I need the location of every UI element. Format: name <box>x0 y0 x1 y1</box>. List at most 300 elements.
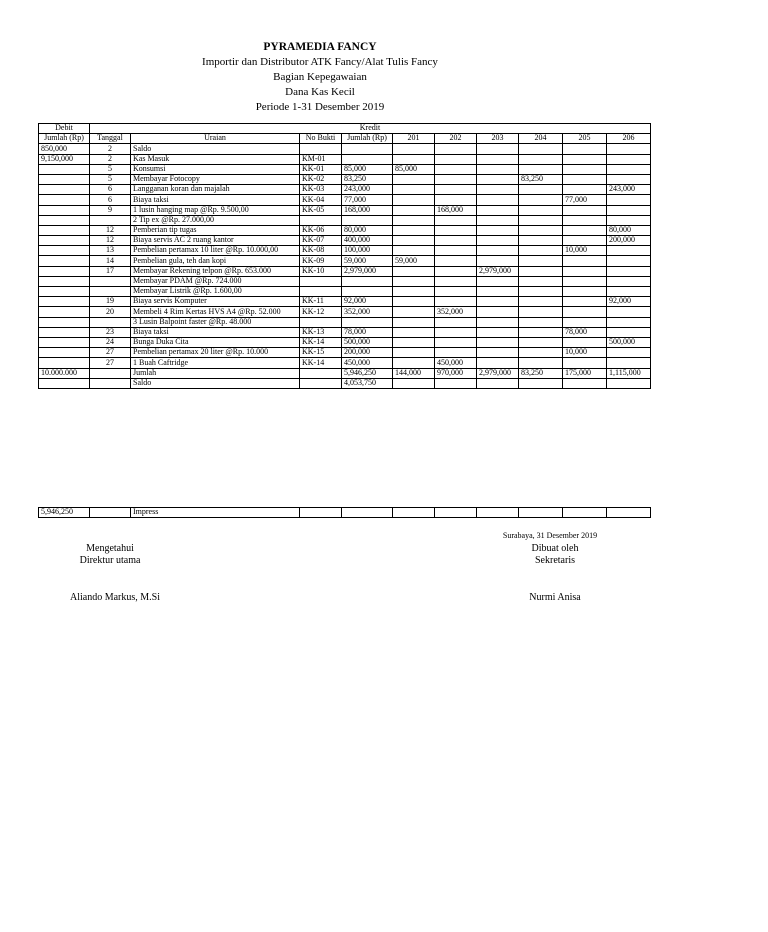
fund-name: Dana Kas Kecil <box>285 86 355 98</box>
table-cell <box>519 327 563 337</box>
table-cell: Membayar Listrik @Rp. 1.600,00 <box>131 287 300 297</box>
table-cell: Pembelian gula, teh dan kopi <box>131 256 300 266</box>
table-cell: 10,000 <box>563 348 607 358</box>
table-cell: Membayar Fotocopy <box>131 174 300 184</box>
table-cell <box>435 185 477 195</box>
table-cell <box>607 266 651 276</box>
table-cell <box>300 368 342 378</box>
table-row <box>39 246 651 256</box>
table-cell: Biaya taksi <box>131 195 300 205</box>
table-row <box>39 337 651 347</box>
table-cell <box>477 317 519 327</box>
table-cell: 24 <box>90 337 131 347</box>
table-cell: 3 Lusin Balpoint faster @Rp. 48.000 <box>131 317 300 327</box>
table-cell <box>519 215 563 225</box>
table-cell <box>435 317 477 327</box>
table-cell <box>607 287 651 297</box>
table-cell <box>393 508 435 518</box>
table-cell <box>563 276 607 286</box>
table-cell <box>435 195 477 205</box>
table-row <box>39 297 651 307</box>
table-cell: 85,000 <box>393 164 435 174</box>
table-cell: 92,000 <box>607 297 651 307</box>
table-cell <box>563 508 607 518</box>
table-cell: KK-06 <box>300 225 342 235</box>
table-cell <box>477 348 519 358</box>
table-cell: 100,000 <box>342 246 393 256</box>
secretary-name: Nurmi Anisa <box>529 592 581 603</box>
table-cell <box>519 337 563 347</box>
table-cell <box>393 378 435 388</box>
table-cell <box>90 287 131 297</box>
table-cell <box>39 358 90 368</box>
table-cell: KK-05 <box>300 205 342 215</box>
table-cell <box>393 215 435 225</box>
table-cell <box>607 215 651 225</box>
place-date: Surabaya, 31 Desember 2019 <box>502 531 598 540</box>
table-cell <box>393 246 435 256</box>
table-cell <box>563 164 607 174</box>
table-cell: 1 lusin hanging map @Rp. 9.500,00 <box>131 205 300 215</box>
table-cell: 77,000 <box>563 195 607 205</box>
column-header: Tanggal <box>90 134 131 144</box>
table-row <box>39 236 651 246</box>
table-cell <box>39 164 90 174</box>
impress-table <box>38 507 651 518</box>
table-cell <box>477 378 519 388</box>
table-cell: KK-01 <box>300 164 342 174</box>
table-cell <box>563 144 607 154</box>
table-cell <box>393 174 435 184</box>
debit-header: Debit <box>39 124 90 134</box>
table-cell <box>563 185 607 195</box>
table-cell <box>607 154 651 164</box>
table-cell: 10.000.000 <box>39 368 90 378</box>
table-cell: KM-01 <box>300 154 342 164</box>
petty-cash-table <box>38 123 651 389</box>
table-cell <box>393 276 435 286</box>
table-cell <box>477 225 519 235</box>
table-cell <box>477 337 519 347</box>
table-cell: 2,979,000 <box>477 368 519 378</box>
table-cell <box>563 266 607 276</box>
table-cell <box>519 195 563 205</box>
table-cell <box>563 287 607 297</box>
table-cell: KK-03 <box>300 185 342 195</box>
table-cell: 2,979,000 <box>477 266 519 276</box>
table-cell <box>342 215 393 225</box>
table-cell <box>477 236 519 246</box>
table-cell: 2,979,000 <box>342 266 393 276</box>
table-cell <box>563 317 607 327</box>
table-cell <box>519 266 563 276</box>
table-cell <box>39 215 90 225</box>
table-cell: 352,000 <box>435 307 477 317</box>
table-cell <box>39 348 90 358</box>
table-cell <box>519 508 563 518</box>
table-cell: 1 Buah Caftridge <box>131 358 300 368</box>
table-cell: 1,115,000 <box>607 368 651 378</box>
table-cell <box>300 287 342 297</box>
table-cell: Pembelian pertamax 20 liter @Rp. 10.000 <box>131 348 300 358</box>
table-cell <box>477 327 519 337</box>
table-cell: 92,000 <box>342 297 393 307</box>
table-body <box>39 144 651 389</box>
table-cell <box>435 276 477 286</box>
table-row <box>39 287 651 297</box>
table-cell <box>90 215 131 225</box>
table-row <box>39 378 651 388</box>
company-name: PYRAMEDIA FANCY <box>263 41 377 53</box>
table-row <box>39 195 651 205</box>
table-cell <box>563 256 607 266</box>
table-cell <box>435 378 477 388</box>
table-cell: 83,250 <box>519 174 563 184</box>
table-cell: 2 <box>90 154 131 164</box>
table-cell <box>435 215 477 225</box>
table-cell: Membayar PDAM @Rp. 724.000 <box>131 276 300 286</box>
table-cell <box>393 307 435 317</box>
table-cell <box>607 174 651 184</box>
table-cell <box>477 185 519 195</box>
table-cell: Biaya taksi <box>131 327 300 337</box>
table-cell <box>563 358 607 368</box>
table-cell <box>342 317 393 327</box>
table-cell <box>477 256 519 266</box>
table-cell: 78,000 <box>342 327 393 337</box>
table-cell <box>435 225 477 235</box>
table-cell: 85,000 <box>342 164 393 174</box>
table-cell: Pemberian tip tugas <box>131 225 300 235</box>
table-cell <box>563 307 607 317</box>
table-cell: 5,946,250 <box>342 368 393 378</box>
table-cell <box>435 236 477 246</box>
table-cell: 2 Tip ex @Rp. 27.000,00 <box>131 215 300 225</box>
table-cell <box>519 205 563 215</box>
table-cell: 27 <box>90 348 131 358</box>
table-cell: 83,250 <box>519 368 563 378</box>
table-cell <box>39 174 90 184</box>
table-cell <box>435 256 477 266</box>
table-row <box>39 307 651 317</box>
table-cell: Biaya servis AC 2 ruang kantor <box>131 236 300 246</box>
table-cell: 970,000 <box>435 368 477 378</box>
table-cell <box>393 287 435 297</box>
table-cell: 80,000 <box>342 225 393 235</box>
table-cell: 80,000 <box>607 225 651 235</box>
table-cell <box>607 205 651 215</box>
table-cell <box>39 276 90 286</box>
table-cell <box>300 276 342 286</box>
table-cell <box>519 276 563 286</box>
table-cell <box>563 225 607 235</box>
table-cell: 400,000 <box>342 236 393 246</box>
table-cell: 12 <box>90 236 131 246</box>
impress-row <box>39 508 651 518</box>
table-cell: 200,000 <box>342 348 393 358</box>
table-cell: KK-07 <box>300 236 342 246</box>
table-cell <box>519 185 563 195</box>
table-row <box>39 215 651 225</box>
table-row <box>39 154 651 164</box>
table-cell <box>39 297 90 307</box>
table-cell <box>435 174 477 184</box>
table-cell <box>477 307 519 317</box>
table-cell <box>393 358 435 368</box>
table-cell <box>393 266 435 276</box>
table-cell <box>519 236 563 246</box>
table-cell: Jumlah <box>131 368 300 378</box>
table-cell <box>300 215 342 225</box>
table-cell: 2 <box>90 144 131 154</box>
table-cell <box>39 236 90 246</box>
column-header: 203 <box>477 134 519 144</box>
table-row <box>39 266 651 276</box>
table-cell: 5,946,250 <box>39 508 90 518</box>
table-cell <box>393 225 435 235</box>
table-cell <box>607 378 651 388</box>
director-title: Direktur utama <box>79 555 141 566</box>
table-cell <box>39 307 90 317</box>
table-cell <box>477 358 519 368</box>
table-cell <box>607 144 651 154</box>
table-cell: Langganan koran dan majalah <box>131 185 300 195</box>
period: Periode 1-31 Desember 2019 <box>255 101 385 113</box>
table-cell: Kas Masuk <box>131 154 300 164</box>
table-cell: 168,000 <box>435 205 477 215</box>
table-row <box>39 358 651 368</box>
table-row <box>39 174 651 184</box>
table-cell: KK-09 <box>300 256 342 266</box>
table-cell: 352,000 <box>342 307 393 317</box>
table-cell <box>519 256 563 266</box>
table-cell <box>39 205 90 215</box>
table-cell <box>39 225 90 235</box>
table-cell: Konsumsi <box>131 164 300 174</box>
table-cell: KK-12 <box>300 307 342 317</box>
table-cell <box>393 154 435 164</box>
table-cell: 6 <box>90 185 131 195</box>
table-cell <box>342 144 393 154</box>
table-cell <box>477 164 519 174</box>
table-cell <box>90 508 131 518</box>
column-header: 205 <box>563 134 607 144</box>
table-row <box>39 144 651 154</box>
table-cell <box>477 195 519 205</box>
approved-label: Mengetahui <box>86 543 134 554</box>
secretary-title: Sekretaris <box>535 555 575 566</box>
table-cell <box>563 297 607 307</box>
table-cell <box>607 164 651 174</box>
table-cell <box>477 215 519 225</box>
table-cell <box>342 276 393 286</box>
table-row <box>39 225 651 235</box>
made-by-label: Dibuat oleh <box>531 543 579 554</box>
table-cell <box>342 287 393 297</box>
table-cell <box>563 154 607 164</box>
table-cell <box>563 337 607 347</box>
table-cell <box>519 154 563 164</box>
table-cell <box>563 174 607 184</box>
table-row <box>39 205 651 215</box>
table-cell <box>477 174 519 184</box>
table-cell <box>607 276 651 286</box>
table-cell <box>39 287 90 297</box>
table-cell <box>477 246 519 256</box>
table-cell <box>393 327 435 337</box>
table-cell <box>519 225 563 235</box>
column-header: Jumlah (Rp) <box>39 134 90 144</box>
table-cell: 78,000 <box>563 327 607 337</box>
table-cell <box>300 317 342 327</box>
table-cell <box>435 337 477 347</box>
table-cell <box>519 307 563 317</box>
table-cell <box>435 327 477 337</box>
table-cell <box>39 246 90 256</box>
table-cell: Bunga Duka Cita <box>131 337 300 347</box>
table-row <box>39 348 651 358</box>
table-cell <box>342 508 393 518</box>
column-header: 201 <box>393 134 435 144</box>
table-cell: Biaya servis Komputer <box>131 297 300 307</box>
table-cell: KK-02 <box>300 174 342 184</box>
table-cell <box>607 508 651 518</box>
table-cell: 4,053,750 <box>342 378 393 388</box>
table-cell: KK-08 <box>300 246 342 256</box>
table-cell: KK-11 <box>300 297 342 307</box>
table-cell: 9 <box>90 205 131 215</box>
table-row <box>39 185 651 195</box>
table-cell <box>393 205 435 215</box>
table-cell <box>393 348 435 358</box>
table-cell <box>607 256 651 266</box>
table-cell: 12 <box>90 225 131 235</box>
table-cell <box>39 195 90 205</box>
table-cell <box>435 508 477 518</box>
table-cell: 77,000 <box>342 195 393 205</box>
table-cell: KK-04 <box>300 195 342 205</box>
table-cell <box>563 215 607 225</box>
table-cell: 500,000 <box>607 337 651 347</box>
table-cell: 175,000 <box>563 368 607 378</box>
table-cell <box>435 144 477 154</box>
column-header: No Bukti <box>300 134 342 144</box>
column-header: Uraian <box>131 134 300 144</box>
report-header <box>0 40 640 115</box>
table-cell: Saldo <box>131 378 300 388</box>
table-cell <box>477 205 519 215</box>
table-cell <box>90 378 131 388</box>
table-cell: Saldo <box>131 144 300 154</box>
table-cell: 243,000 <box>342 185 393 195</box>
table-cell <box>435 246 477 256</box>
table-cell: Membayar Rekening telpon @Rp. 653.000 <box>131 266 300 276</box>
table-cell <box>393 236 435 246</box>
table-cell <box>435 164 477 174</box>
table-cell <box>607 317 651 327</box>
table-cell <box>435 287 477 297</box>
table-cell: 200,000 <box>607 236 651 246</box>
table-cell: 6 <box>90 195 131 205</box>
table-cell: KK-14 <box>300 337 342 347</box>
table-cell: 5 <box>90 164 131 174</box>
table-cell: 450,000 <box>435 358 477 368</box>
group-header-row <box>39 124 651 134</box>
table-cell <box>519 164 563 174</box>
table-cell <box>90 317 131 327</box>
table-cell: 17 <box>90 266 131 276</box>
table-cell <box>519 358 563 368</box>
table-cell: 243,000 <box>607 185 651 195</box>
table-cell <box>393 144 435 154</box>
table-cell: 9,150,000 <box>39 154 90 164</box>
table-cell <box>39 185 90 195</box>
table-cell <box>519 317 563 327</box>
table-cell <box>477 287 519 297</box>
table-cell <box>90 276 131 286</box>
table-cell: Impress <box>131 508 300 518</box>
table-cell <box>39 266 90 276</box>
table-cell <box>519 348 563 358</box>
table-cell <box>607 327 651 337</box>
table-cell <box>607 307 651 317</box>
table-cell: 10,000 <box>563 246 607 256</box>
table-cell <box>563 236 607 246</box>
table-cell <box>393 317 435 327</box>
table-cell: 450,000 <box>342 358 393 368</box>
table-row <box>39 164 651 174</box>
table-cell <box>519 144 563 154</box>
director-name: Aliando Markus, M.Si <box>70 592 160 603</box>
table-cell: 13 <box>90 246 131 256</box>
table-cell <box>300 378 342 388</box>
table-cell <box>477 276 519 286</box>
table-cell <box>519 246 563 256</box>
table-cell <box>39 327 90 337</box>
table-cell <box>519 287 563 297</box>
table-cell <box>393 195 435 205</box>
column-header: 206 <box>607 134 651 144</box>
credit-header: Kredit <box>90 124 651 134</box>
table-cell <box>519 378 563 388</box>
table-cell <box>477 297 519 307</box>
table-cell <box>39 256 90 266</box>
table-cell <box>477 144 519 154</box>
table-cell <box>90 368 131 378</box>
column-header: Jumlah (Rp) <box>342 134 393 144</box>
table-cell <box>519 297 563 307</box>
column-header: 204 <box>519 134 563 144</box>
column-header-row <box>39 134 651 144</box>
table-cell <box>342 154 393 164</box>
table-cell <box>393 185 435 195</box>
table-cell: 83,250 <box>342 174 393 184</box>
table-cell: 59,000 <box>342 256 393 266</box>
table-cell <box>300 144 342 154</box>
table-cell: 27 <box>90 358 131 368</box>
table-row <box>39 368 651 378</box>
table-cell <box>39 317 90 327</box>
table-cell <box>393 337 435 347</box>
table-cell: 850,000 <box>39 144 90 154</box>
table-cell: KK-13 <box>300 327 342 337</box>
table-row <box>39 256 651 266</box>
table-cell: 59,000 <box>393 256 435 266</box>
table-cell: Membeli 4 Rim Kertas HVS A4 @Rp. 52.000 <box>131 307 300 317</box>
column-header: 202 <box>435 134 477 144</box>
table-cell <box>477 154 519 164</box>
table-cell <box>435 266 477 276</box>
